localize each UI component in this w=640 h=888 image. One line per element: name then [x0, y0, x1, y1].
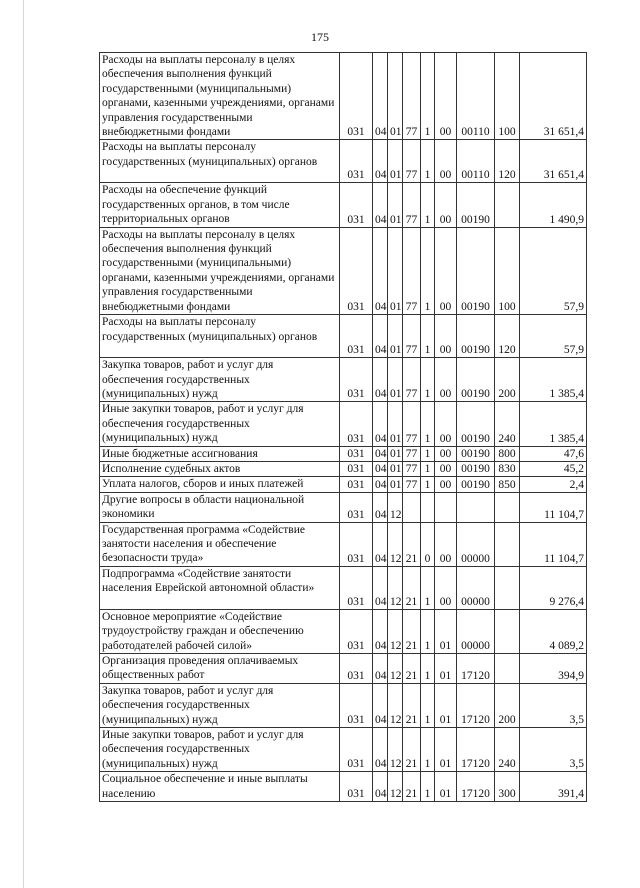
- direction-code-cell: 17120: [457, 772, 495, 802]
- ministry-code-cell: 031: [340, 227, 373, 314]
- direction-code-cell: [457, 492, 495, 522]
- amount-cell: 11 104,7: [520, 492, 587, 522]
- expense-type-code-cell: 800: [495, 446, 520, 461]
- amount-cell: 3,5: [520, 683, 587, 727]
- event-code-cell: 01: [435, 654, 457, 684]
- section-code-cell: 04: [373, 728, 388, 772]
- event-code-cell: 01: [435, 609, 457, 653]
- table-row: [100, 492, 587, 522]
- program-code-cell: 21: [403, 772, 421, 802]
- subprogram-code-cell: 1: [421, 609, 435, 653]
- subsection-code-cell: 12: [388, 683, 403, 727]
- direction-code-cell: 00190: [457, 446, 495, 461]
- amount-cell: 31 651,4: [520, 140, 587, 183]
- program-code-cell: 77: [403, 446, 421, 461]
- direction-code-cell: 00190: [457, 315, 495, 358]
- section-code-cell: 04: [373, 566, 388, 609]
- subprogram-code-cell: 1: [421, 683, 435, 727]
- section-code-cell: 04: [373, 654, 388, 684]
- program-code-cell: 21: [403, 566, 421, 609]
- direction-code-cell: 00000: [457, 566, 495, 609]
- ministry-code-cell: 031: [340, 358, 373, 402]
- program-code-cell: 21: [403, 654, 421, 684]
- program-code-cell: 77: [403, 140, 421, 183]
- section-code-cell: 04: [373, 315, 388, 358]
- ministry-code-cell: 031: [340, 477, 373, 492]
- table-row: [100, 728, 587, 772]
- subsection-code-cell: 01: [388, 53, 403, 140]
- subprogram-code-cell: 1: [421, 358, 435, 402]
- event-code-cell: 00: [435, 522, 457, 566]
- expense-type-code-cell: [495, 609, 520, 653]
- direction-code-cell: 00190: [457, 477, 495, 492]
- subsection-code-cell: 01: [388, 227, 403, 314]
- row-name-cell: Расходы на выплаты персоналу в целях обеспечения выполнения функций государственными (муниципальными) органами, казенными учреждениями, органами управления государственными внебюджетными фондами: [100, 227, 340, 314]
- subsection-code-cell: 12: [388, 609, 403, 653]
- section-code-cell: 04: [373, 402, 388, 446]
- table-row: [100, 609, 587, 653]
- direction-code-cell: 00110: [457, 53, 495, 140]
- table-row: [100, 315, 587, 358]
- section-code-cell: 04: [373, 140, 388, 183]
- section-code-cell: 04: [373, 446, 388, 461]
- amount-cell: 47,6: [520, 446, 587, 461]
- row-name-cell: Исполнение судебных актов: [100, 461, 340, 476]
- table-row: [100, 477, 587, 492]
- ministry-code-cell: 031: [340, 772, 373, 802]
- subprogram-code-cell: 1: [421, 728, 435, 772]
- event-code-cell: 00: [435, 358, 457, 402]
- expense-type-code-cell: 240: [495, 402, 520, 446]
- section-code-cell: 04: [373, 53, 388, 140]
- amount-cell: 9 276,4: [520, 566, 587, 609]
- subsection-code-cell: 01: [388, 446, 403, 461]
- section-code-cell: 04: [373, 492, 388, 522]
- amount-cell: 394,9: [520, 654, 587, 684]
- table-row: [100, 683, 587, 727]
- amount-cell: 57,9: [520, 227, 587, 314]
- program-code-cell: 77: [403, 402, 421, 446]
- subprogram-code-cell: 1: [421, 461, 435, 476]
- section-code-cell: 04: [373, 227, 388, 314]
- ministry-code-cell: 031: [340, 53, 373, 140]
- event-code-cell: 01: [435, 772, 457, 802]
- section-code-cell: 04: [373, 461, 388, 476]
- event-code-cell: 00: [435, 315, 457, 358]
- ministry-code-cell: 031: [340, 183, 373, 227]
- subprogram-code-cell: 1: [421, 140, 435, 183]
- subsection-code-cell: 01: [388, 315, 403, 358]
- table-row: [100, 461, 587, 476]
- row-name-cell: Иные закупки товаров, работ и услуг для обеспечения государственных (муниципальных) нужд: [100, 402, 340, 446]
- table-row: [100, 446, 587, 461]
- row-name-cell: Расходы на выплаты персоналу государственных (муниципальных) органов: [100, 140, 340, 183]
- subprogram-code-cell: 1: [421, 446, 435, 461]
- direction-code-cell: 17120: [457, 683, 495, 727]
- event-code-cell: 00: [435, 140, 457, 183]
- subsection-code-cell: 12: [388, 566, 403, 609]
- table-row: [100, 227, 587, 314]
- direction-code-cell: 00190: [457, 402, 495, 446]
- subprogram-code-cell: 1: [421, 402, 435, 446]
- subprogram-code-cell: [421, 492, 435, 522]
- amount-cell: 3,5: [520, 728, 587, 772]
- subsection-code-cell: 12: [388, 522, 403, 566]
- page-number: 175: [311, 30, 329, 44]
- subprogram-code-cell: 0: [421, 522, 435, 566]
- event-code-cell: 00: [435, 446, 457, 461]
- program-code-cell: 77: [403, 477, 421, 492]
- subsection-code-cell: 01: [388, 183, 403, 227]
- ministry-code-cell: 031: [340, 654, 373, 684]
- section-code-cell: 04: [373, 358, 388, 402]
- program-code-cell: 77: [403, 227, 421, 314]
- direction-code-cell: 17120: [457, 728, 495, 772]
- amount-cell: 57,9: [520, 315, 587, 358]
- table-row: [100, 140, 587, 183]
- subsection-code-cell: 12: [388, 728, 403, 772]
- ministry-code-cell: 031: [340, 402, 373, 446]
- section-code-cell: 04: [373, 683, 388, 727]
- table-row: [100, 566, 587, 609]
- ministry-code-cell: 031: [340, 522, 373, 566]
- row-name-cell: Расходы на выплаты персоналу государственных (муниципальных) органов: [100, 315, 340, 358]
- expense-type-code-cell: [495, 183, 520, 227]
- subprogram-code-cell: 1: [421, 566, 435, 609]
- section-code-cell: 04: [373, 522, 388, 566]
- event-code-cell: 00: [435, 183, 457, 227]
- table-row: [100, 358, 587, 402]
- expense-type-code-cell: 100: [495, 53, 520, 140]
- event-code-cell: 00: [435, 477, 457, 492]
- ministry-code-cell: 031: [340, 609, 373, 653]
- row-name-cell: Основное мероприятие «Содействие трудоустройству граждан и обеспечению работодателей рабочей силой»: [100, 609, 340, 653]
- program-code-cell: 77: [403, 461, 421, 476]
- table-row: [100, 402, 587, 446]
- expense-type-code-cell: 240: [495, 728, 520, 772]
- subprogram-code-cell: 1: [421, 654, 435, 684]
- row-name-cell: Организация проведения оплачиваемых общественных работ: [100, 654, 340, 684]
- subsection-code-cell: 01: [388, 358, 403, 402]
- ministry-code-cell: 031: [340, 315, 373, 358]
- ministry-code-cell: 031: [340, 683, 373, 727]
- expense-type-code-cell: 120: [495, 315, 520, 358]
- table-row: [100, 654, 587, 684]
- row-name-cell: Государственная программа «Содействие занятости населения и обеспечение безопасности труда»: [100, 522, 340, 566]
- amount-cell: 45,2: [520, 461, 587, 476]
- subprogram-code-cell: 1: [421, 227, 435, 314]
- expense-type-code-cell: 200: [495, 358, 520, 402]
- expense-type-code-cell: 830: [495, 461, 520, 476]
- row-name-cell: Другие вопросы в области национальной экономики: [100, 492, 340, 522]
- event-code-cell: 01: [435, 728, 457, 772]
- subprogram-code-cell: 1: [421, 53, 435, 140]
- expense-type-code-cell: [495, 654, 520, 684]
- amount-cell: 11 104,7: [520, 522, 587, 566]
- row-name-cell: Иные бюджетные ассигнования: [100, 446, 340, 461]
- subprogram-code-cell: 1: [421, 315, 435, 358]
- program-code-cell: 21: [403, 728, 421, 772]
- subsection-code-cell: 01: [388, 477, 403, 492]
- event-code-cell: 00: [435, 461, 457, 476]
- section-code-cell: 04: [373, 183, 388, 227]
- expense-type-code-cell: [495, 522, 520, 566]
- section-code-cell: 04: [373, 772, 388, 802]
- event-code-cell: 00: [435, 402, 457, 446]
- direction-code-cell: 00190: [457, 227, 495, 314]
- budget-table: [99, 52, 587, 802]
- program-code-cell: [403, 492, 421, 522]
- amount-cell: 1 385,4: [520, 402, 587, 446]
- program-code-cell: 21: [403, 522, 421, 566]
- row-name-cell: Уплата налогов, сборов и иных платежей: [100, 477, 340, 492]
- event-code-cell: 00: [435, 53, 457, 140]
- event-code-cell: 00: [435, 227, 457, 314]
- subsection-code-cell: 01: [388, 140, 403, 183]
- amount-cell: 391,4: [520, 772, 587, 802]
- program-code-cell: 77: [403, 53, 421, 140]
- direction-code-cell: 00000: [457, 522, 495, 566]
- subsection-code-cell: 12: [388, 492, 403, 522]
- subprogram-code-cell: 1: [421, 183, 435, 227]
- subsection-code-cell: 12: [388, 654, 403, 684]
- subsection-code-cell: 01: [388, 461, 403, 476]
- table-row: [100, 522, 587, 566]
- amount-cell: 1 490,9: [520, 183, 587, 227]
- row-name-cell: Закупка товаров, работ и услуг для обеспечения государственных (муниципальных) нужд: [100, 683, 340, 727]
- table-row: [100, 772, 587, 802]
- amount-cell: 1 385,4: [520, 358, 587, 402]
- program-code-cell: 77: [403, 183, 421, 227]
- direction-code-cell: 00110: [457, 140, 495, 183]
- row-name-cell: Расходы на выплаты персоналу в целях обеспечения выполнения функций государственными (муниципальными) органами, казенными учреждениями, органами управления государственными внебюджетными фондами: [100, 53, 340, 140]
- ministry-code-cell: 031: [340, 461, 373, 476]
- subprogram-code-cell: 1: [421, 772, 435, 802]
- subsection-code-cell: 01: [388, 402, 403, 446]
- direction-code-cell: 00190: [457, 461, 495, 476]
- expense-type-code-cell: 100: [495, 227, 520, 314]
- expense-type-code-cell: 200: [495, 683, 520, 727]
- event-code-cell: 00: [435, 566, 457, 609]
- row-name-cell: Социальное обеспечение и иные выплаты населению: [100, 772, 340, 802]
- ministry-code-cell: 031: [340, 140, 373, 183]
- direction-code-cell: 00190: [457, 183, 495, 227]
- section-code-cell: 04: [373, 477, 388, 492]
- amount-cell: 4 089,2: [520, 609, 587, 653]
- ministry-code-cell: 031: [340, 492, 373, 522]
- ministry-code-cell: 031: [340, 446, 373, 461]
- amount-cell: 31 651,4: [520, 53, 587, 140]
- expense-type-code-cell: 120: [495, 140, 520, 183]
- expense-type-code-cell: 850: [495, 477, 520, 492]
- program-code-cell: 21: [403, 683, 421, 727]
- event-code-cell: 01: [435, 683, 457, 727]
- row-name-cell: Закупка товаров, работ и услуг для обеспечения государственных (муниципальных) нужд: [100, 358, 340, 402]
- subsection-code-cell: 12: [388, 772, 403, 802]
- row-name-cell: Иные закупки товаров, работ и услуг для обеспечения государственных (муниципальных) нужд: [100, 728, 340, 772]
- ministry-code-cell: 031: [340, 566, 373, 609]
- ministry-code-cell: 031: [340, 728, 373, 772]
- row-name-cell: Подпрограмма «Содействие занятости населения Еврейской автономной области»: [100, 566, 340, 609]
- direction-code-cell: 17120: [457, 654, 495, 684]
- page-edge-line: [23, 0, 24, 888]
- expense-type-code-cell: 300: [495, 772, 520, 802]
- event-code-cell: [435, 492, 457, 522]
- direction-code-cell: 00000: [457, 609, 495, 653]
- program-code-cell: 77: [403, 358, 421, 402]
- expense-type-code-cell: [495, 566, 520, 609]
- table-row: [100, 183, 587, 227]
- amount-cell: 2,4: [520, 477, 587, 492]
- table-row: [100, 53, 587, 140]
- direction-code-cell: 00190: [457, 358, 495, 402]
- row-name-cell: Расходы на обеспечение функций государственных органов, в том числе территориальных органов: [100, 183, 340, 227]
- program-code-cell: 77: [403, 315, 421, 358]
- section-code-cell: 04: [373, 609, 388, 653]
- expense-type-code-cell: [495, 492, 520, 522]
- subprogram-code-cell: 1: [421, 477, 435, 492]
- program-code-cell: 21: [403, 609, 421, 653]
